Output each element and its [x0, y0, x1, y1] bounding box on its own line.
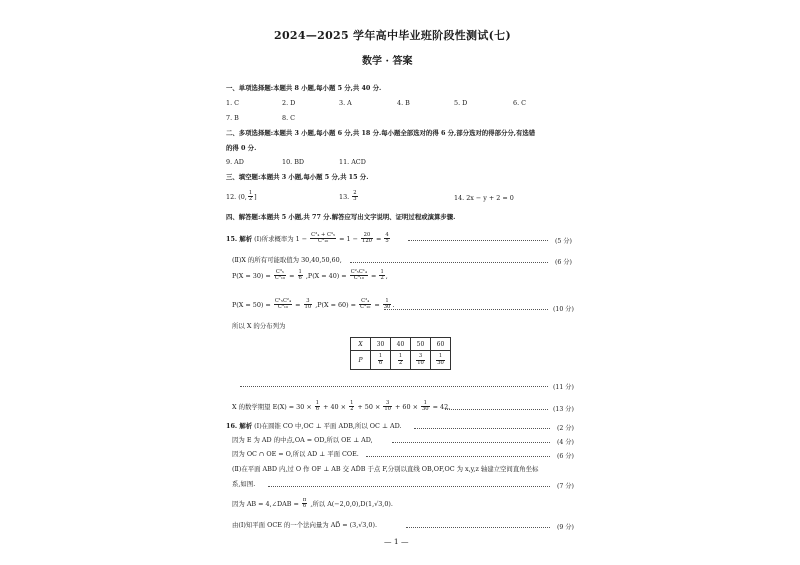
q15-expectation: [232, 401, 450, 413]
dot-leader: [350, 262, 548, 263]
q15-line1-eq: =: [375, 234, 382, 243]
p60-comb-fraction: [359, 299, 371, 311]
p40-value: [379, 270, 384, 282]
table-cell: 60: [431, 338, 451, 351]
frac-numerator: 1: [298, 269, 302, 275]
comma: ,: [385, 271, 388, 280]
frac-numerator: 4: [385, 232, 389, 238]
frac-denominator: 30: [437, 359, 444, 366]
frac-denominator: 6: [298, 275, 302, 282]
p60-label: ,P(X = 60) =: [315, 300, 357, 309]
frac-denominator: 6: [315, 406, 320, 413]
frac-denominator: C³₁₀: [353, 275, 364, 282]
expectation-label: X 的数学期望 E(X) = 30 ×: [232, 402, 312, 411]
expect-frac-2: [349, 401, 354, 413]
expect-frac-3: [383, 401, 392, 413]
frac-numerator: 1: [421, 401, 430, 407]
equals-sign: =: [374, 300, 380, 309]
section4-heading: 四、解答题:本题共 5 小题,共 77 分.解答应写出文字说明、证明过程或演算步骤.: [226, 213, 456, 221]
p50-value: [304, 299, 313, 311]
frac-denominator: 2: [380, 275, 384, 282]
q15-frac3: [384, 233, 389, 245]
dot-leader: [408, 240, 548, 241]
frac-numerator: 1: [380, 269, 384, 275]
page-number: — 1 —: [384, 537, 409, 546]
period: .: [392, 300, 395, 309]
dot-leader: [384, 309, 548, 310]
q16-line1: [226, 423, 402, 429]
score-q16-4: (7 分): [557, 483, 574, 490]
frac-denominator: 3: [353, 196, 357, 203]
answer-13-label: 13.: [339, 192, 350, 201]
frac-denominator: C³₁₀: [274, 275, 286, 282]
frac-numerator: C³₄: [359, 299, 371, 305]
table-cell: 40: [391, 338, 411, 351]
q15-line1: [226, 233, 391, 245]
frac-denominator: 120: [362, 238, 372, 245]
frac-numerator: 3: [304, 299, 313, 305]
table-cell: 50: [411, 338, 431, 351]
q15-line2: (Ⅱ)X 的所有可能取值为 30,40,50,60,: [232, 256, 342, 264]
frac-numerator: 1: [350, 400, 354, 406]
expectation-term: + 40 ×: [323, 402, 347, 411]
frac-numerator: 20: [361, 233, 373, 239]
answer-12-label: 12.: [226, 192, 237, 201]
table-cell: [411, 351, 431, 370]
q16-label: 16. 解析: [226, 422, 253, 430]
p30-label: P(X = 30) =: [232, 271, 271, 280]
q15-line1-pre: (Ⅰ)所求概率为 1 −: [254, 234, 308, 243]
equals-sign: =: [295, 300, 301, 309]
table-cell: [391, 351, 411, 370]
frac-numerator: C²₅C¹₄: [350, 269, 367, 275]
frac-numerator: 3: [383, 401, 392, 407]
frac-denominator: 6: [302, 503, 307, 510]
frac-denominator: 10: [384, 406, 391, 413]
q16-line4: (Ⅱ)在平面 ABD 内,过 O 作 OF ⊥ AB 交 AD̂B 于点 F,分别以直线 OB,OF,OC 为 x,y,z 轴建立空间直角坐标: [232, 465, 539, 473]
frac-numerator: 1: [383, 299, 392, 305]
equals-sign: =: [289, 271, 295, 280]
p50-comb-fraction: [274, 299, 292, 311]
answer-12: [226, 191, 257, 203]
frac-numerator: 3: [416, 354, 425, 360]
answer-8: 8. C: [282, 114, 296, 122]
q15-frac2: [361, 233, 373, 245]
answer-3: 3. A: [339, 99, 352, 107]
frac-numerator: 2: [353, 190, 357, 196]
answer-14: 14. 2x − y + 2 = 0: [454, 194, 514, 202]
frac-denominator: 2: [350, 406, 354, 413]
frac-numerator: 1: [248, 190, 253, 196]
q15-line1-mid: = 1 −: [339, 234, 358, 243]
q16-line2: 因为 E 为 AD 的中点,OA = OD,所以 OE ⊥ AD,: [232, 436, 373, 444]
table-cell: [431, 351, 451, 370]
table-row: [351, 351, 451, 370]
frac-denominator: 30: [383, 304, 391, 311]
q16-line7: 由(Ⅰ)知平面 OCE 的一个法向量为 AD⃗ = (3,√3,0).: [232, 521, 377, 529]
prob-fraction: [398, 354, 403, 366]
score-q16-5: (9 分): [557, 524, 574, 531]
frac-denominator: 2: [248, 196, 253, 203]
expect-frac-1: [315, 401, 320, 413]
table-cell: [371, 351, 391, 370]
frac-numerator: 1: [436, 354, 445, 360]
dot-leader: [445, 409, 548, 410]
answer-7: 7. B: [226, 114, 239, 122]
frac-denominator: C³₁₀: [360, 304, 371, 311]
expectation-result: = 42.: [432, 402, 451, 411]
table-header-x: X: [351, 338, 371, 351]
dot-leader: [268, 486, 550, 487]
frac-numerator: 1: [315, 400, 320, 406]
score-q15-3: (10 分): [553, 306, 574, 313]
p40-comb-fraction: [350, 270, 368, 282]
frac-denominator: 10: [417, 359, 424, 366]
frac-numerator: C³₅: [274, 270, 286, 276]
answer-13-fraction: [352, 191, 357, 203]
dot-leader: [366, 456, 550, 457]
expectation-term: + 50 ×: [357, 402, 381, 411]
q15-p-line1: [232, 270, 388, 282]
p30-value: [298, 270, 303, 282]
q15-dist-intro: 所以 X 的分布列为: [232, 322, 286, 330]
frac-numerator: π: [302, 497, 307, 503]
answer-1: 1. C: [226, 99, 240, 107]
answer-9: 9. AD: [226, 158, 244, 166]
dot-leader: [392, 442, 550, 443]
table-cell: 30: [371, 338, 391, 351]
answer-6: 6. C: [513, 99, 527, 107]
table-header-p: P: [351, 351, 371, 370]
p40-label: ,P(X = 40) =: [305, 271, 347, 280]
frac-denominator: 30: [421, 406, 429, 413]
angle-fraction: [302, 498, 307, 510]
section3-heading: 三、填空题:本题共 3 小题,每小题 5 分,共 15 分.: [226, 173, 369, 181]
prob-fraction: [436, 354, 445, 366]
answer-13: [339, 191, 359, 203]
page-subtitle: 数学 · 答案: [362, 56, 413, 67]
section1-heading: 一、单项选择题:本题共 8 小题,每小题 5 分,共 40 分.: [226, 84, 382, 92]
score-q15-2: (6 分): [555, 259, 572, 266]
q16-line6-tail: ,所以 A(−2,0,0),D(1,√3,0).: [310, 499, 393, 508]
p30-comb-fraction: [274, 270, 286, 282]
answer-4: 4. B: [397, 99, 410, 107]
q16-line5: 系,如图.: [232, 480, 256, 488]
table-row: [351, 338, 451, 351]
frac-denominator: 5: [385, 238, 389, 245]
frac-numerator: C¹₅C²₄: [274, 298, 292, 304]
equals-sign: =: [371, 271, 377, 280]
frac-numerator: 1: [378, 353, 383, 360]
p50-label: P(X = 50) =: [232, 300, 271, 309]
prob-fraction: [416, 354, 425, 366]
section2-heading: 二、多项选择题:本题共 3 小题,每小题 6 分,共 18 分.每小题全部选对的得 6 分,部分选对的得部分分,有选错: [226, 129, 536, 137]
score-q15-4: (11 分): [553, 384, 574, 391]
frac-denominator: C³₁₀: [277, 304, 289, 311]
score-q16-2: (4 分): [557, 439, 574, 446]
frac-denominator: 10: [304, 304, 312, 311]
score-q16-1: (2 分): [557, 425, 574, 432]
score-q15-1: (5 分): [555, 238, 572, 245]
distribution-table: [350, 337, 451, 370]
frac-denominator: 2: [398, 359, 403, 366]
q16-line1-text: (Ⅰ)在圆锥 CO 中,OC ⊥ 平面 ADB,所以 OC ⊥ AD.: [254, 422, 402, 430]
answer-12-tail: ]: [254, 192, 257, 201]
frac-denominator: 6: [378, 359, 383, 366]
answer-11: 11. ACD: [339, 158, 366, 166]
q15-label: 15. 解析: [226, 234, 253, 243]
answer-12-lead: (0,: [238, 192, 247, 201]
score-q16-3: (6 分): [557, 453, 574, 460]
page-title: 2024—2025 学年高中毕业班阶段性测试(七): [274, 29, 511, 42]
q15-p-line2: [232, 299, 394, 311]
frac-numerator: C³₄ + C³₅: [311, 232, 336, 238]
frac-denominator: C³₁₀: [318, 238, 329, 245]
dot-leader: [406, 527, 550, 528]
answer-10: 10. BD: [282, 158, 305, 166]
q16-line3: 因为 OC ∩ OE = O,所以 AD ⊥ 平面 COE.: [232, 450, 359, 458]
expectation-term: + 60 ×: [395, 402, 418, 411]
answer-5: 5. D: [454, 99, 468, 107]
frac-numerator: 1: [398, 353, 403, 360]
answer-12-fraction: [248, 191, 253, 203]
prob-fraction: [378, 354, 383, 366]
section2-heading-cont: 的得 0 分.: [226, 144, 257, 152]
q15-frac1: [310, 233, 336, 245]
dot-leader: [414, 428, 550, 429]
expect-frac-4: [421, 401, 430, 413]
q16-line6-pre: 因为 AB = 4,∠DAB =: [232, 499, 299, 508]
score-q15-5: (13 分): [553, 406, 574, 413]
answer-2: 2. D: [282, 99, 296, 107]
q16-line6: [232, 498, 393, 510]
dot-leader: [240, 386, 548, 387]
